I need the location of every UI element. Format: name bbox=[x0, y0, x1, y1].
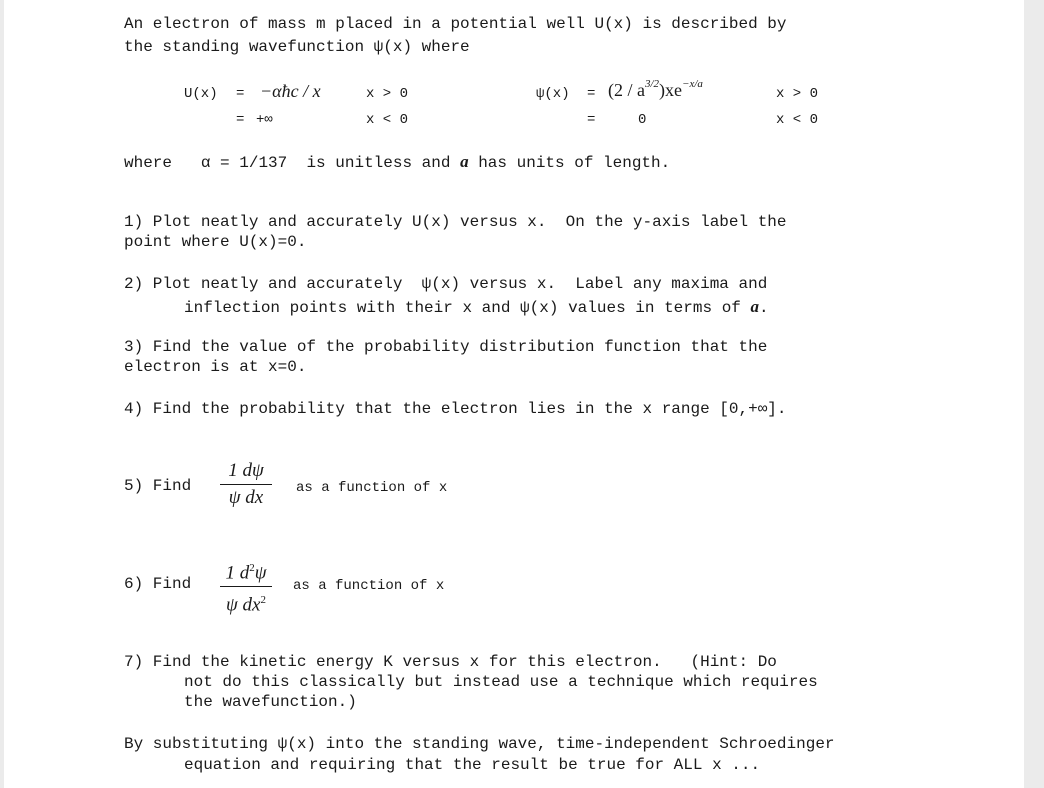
question-6-fraction: 1 $d^2\psi$ ψ $dx^2$ bbox=[220, 557, 272, 617]
question-4-line-1: 4) Find the probability that the electron lies in the x range [0,+∞]. bbox=[124, 400, 787, 418]
u-condition-negative: x < 0 bbox=[366, 112, 409, 128]
psi-condition-negative: x < 0 bbox=[776, 112, 819, 128]
u-equals-2: = bbox=[236, 112, 245, 128]
question-5-text: as a function of x bbox=[296, 480, 448, 496]
psi-zero: 0 bbox=[638, 112, 647, 128]
intro-line-2: the standing wavefunction ψ(x) where bbox=[124, 38, 470, 56]
u-equals-1: = bbox=[236, 86, 245, 102]
psi-condition-positive: x > 0 bbox=[776, 86, 819, 102]
psi-label: ψ(x) bbox=[536, 86, 570, 102]
question-1-line-1: 1) Plot neatly and accurately U(x) versus x. On the y-axis label the bbox=[124, 213, 787, 231]
question-5-fraction: 1 dψ ψ dx bbox=[220, 460, 272, 509]
where-line: where α = 1/137 is unitless and a has units of length. bbox=[124, 152, 671, 172]
psi-equals-1: = bbox=[587, 86, 596, 102]
question-7-line-3: the wavefunction.) bbox=[184, 693, 357, 711]
question-7-line-2: not do this classically but instead use a technique which requires bbox=[184, 673, 818, 691]
psi-expression: $(2 / a^{3/2})xe^{-x/a}$ bbox=[608, 78, 703, 100]
question-3-line-1: 3) Find the value of the probability distribution function that the bbox=[124, 338, 768, 356]
question-6-text: as a function of x bbox=[293, 578, 445, 594]
question-1-line-2: point where U(x)=0. bbox=[124, 233, 307, 251]
question-3-line-2: electron is at x=0. bbox=[124, 358, 307, 376]
document-page bbox=[4, 0, 1024, 788]
question-2-line-1: 2) Plot neatly and accurately ψ(x) versus x. Label any maxima and bbox=[124, 275, 768, 293]
u-expression: −αħc / x bbox=[260, 81, 321, 101]
question-6-find: 6) Find bbox=[124, 575, 192, 593]
question-5-find: 5) Find bbox=[124, 477, 192, 495]
u-condition-positive: x > 0 bbox=[366, 86, 409, 102]
footer-line-1: By substituting ψ(x) into the standing wave, time-independent Schroedinger bbox=[124, 735, 835, 753]
psi-equals-2: = bbox=[587, 112, 596, 128]
question-7-line-1: 7) Find the kinetic energy K versus x for this electron. (Hint: Do bbox=[124, 653, 777, 671]
question-2-line-2: inflection points with their x and ψ(x) values in terms of a. bbox=[184, 297, 769, 317]
intro-line-1: An electron of mass m placed in a potential well U(x) is described by bbox=[124, 15, 787, 33]
u-infinity: +∞ bbox=[256, 112, 273, 128]
footer-line-2: equation and requiring that the result be true for ALL x ... bbox=[184, 756, 761, 774]
u-label: U(x) bbox=[184, 86, 218, 102]
